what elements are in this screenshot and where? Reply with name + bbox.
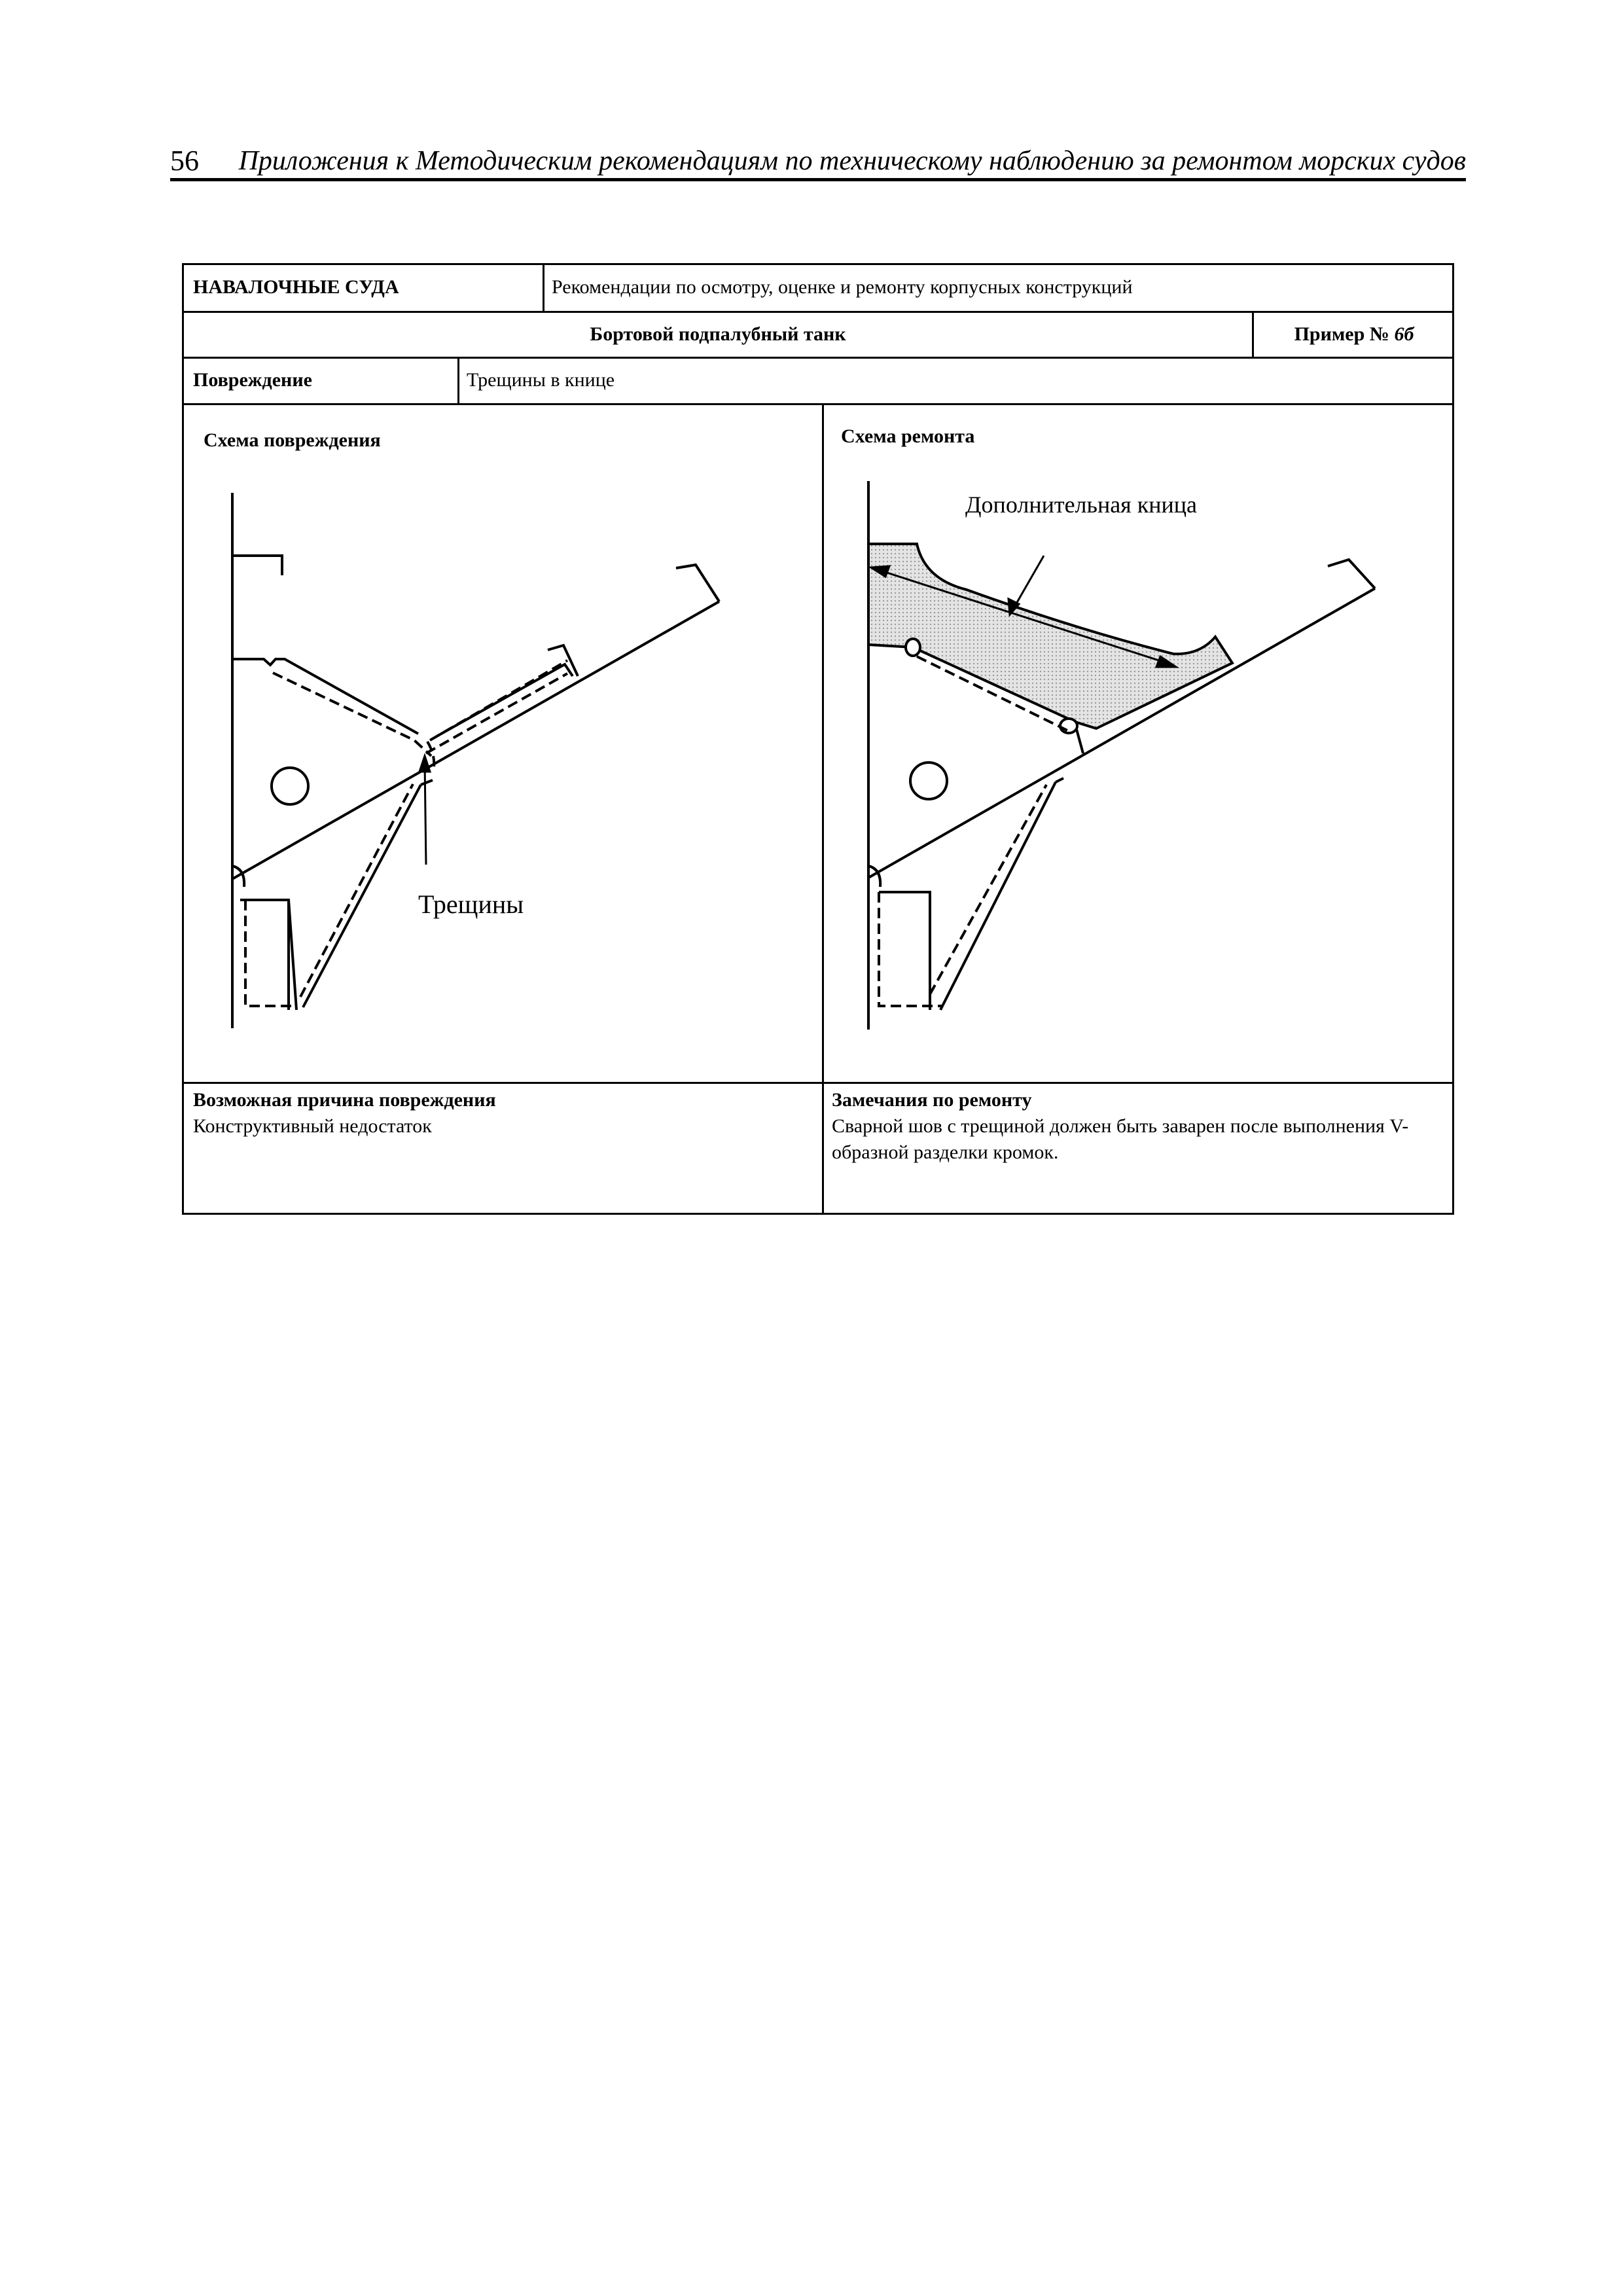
weld-line-dashed bbox=[426, 673, 567, 753]
lower-bracket-edge bbox=[879, 892, 930, 1010]
damage-form bbox=[182, 263, 1454, 1215]
remarks-text: Сварной шов с трещиной должен быть заварен после выполнения V-образной разделки кромок. bbox=[832, 1115, 1409, 1163]
additional-bracket-label: Дополнительная кница bbox=[965, 492, 1198, 518]
cause-text: Конструктивный недостаток bbox=[193, 1115, 432, 1137]
deck-end-stub bbox=[1328, 560, 1375, 588]
lower-bracket-diagonal bbox=[1056, 778, 1063, 782]
damage-scheme-drawing bbox=[184, 403, 822, 1082]
lightening-hole bbox=[910, 762, 947, 799]
weld-line-dashed bbox=[930, 785, 1046, 994]
cracks-label: Трещины bbox=[418, 889, 524, 919]
location-title: Бортовой подпалубный танк bbox=[590, 323, 846, 345]
row-divider bbox=[184, 311, 1452, 313]
weld-hole bbox=[906, 639, 920, 656]
lower-bracket-diagonal bbox=[303, 785, 421, 1007]
label-pointer-line bbox=[1014, 556, 1044, 608]
running-title: Приложения к Методическим рекомендациям по техническому наблюдению за ремонтом морских судов bbox=[238, 146, 1466, 176]
lower-bracket-diagonal bbox=[940, 782, 1056, 1010]
header-rule bbox=[170, 178, 1466, 181]
page-number: 56 bbox=[170, 145, 199, 177]
frame-stub bbox=[232, 556, 282, 575]
damage-label: Повреждение bbox=[193, 369, 312, 391]
weld-line-dashed bbox=[300, 784, 413, 997]
crack-pointer-line bbox=[425, 762, 426, 865]
col-divider bbox=[543, 265, 544, 311]
row-divider bbox=[184, 357, 1452, 359]
weld-hole bbox=[1060, 719, 1077, 733]
row-divider bbox=[184, 1082, 1452, 1084]
deck-end-stub bbox=[676, 565, 719, 601]
recommendations-title: Рекомендации по осмотру, оценке и ремонту корпусных конструкций bbox=[552, 276, 1133, 298]
example-number: 6б bbox=[1394, 323, 1414, 345]
running-header bbox=[170, 137, 1466, 183]
ship-type-cell: НАВАЛОЧНЫЕ СУДА bbox=[193, 276, 399, 298]
crack-pointer-arrowhead bbox=[419, 756, 430, 772]
repair-scheme-title: Схема ремонта bbox=[841, 425, 975, 447]
remarks-title: Замечания по ремонту bbox=[832, 1089, 1032, 1111]
cause-title: Возможная причина повреждения bbox=[193, 1089, 496, 1111]
lower-bracket-diagonal bbox=[421, 780, 433, 785]
damage-value: Трещины в книце bbox=[467, 369, 615, 391]
damage-scheme-title: Схема повреждения bbox=[204, 429, 381, 451]
weld-line-dashed bbox=[273, 673, 431, 756]
example-label: Пример № bbox=[1294, 323, 1389, 345]
col-divider bbox=[457, 357, 459, 403]
example-number-cell bbox=[1254, 321, 1454, 348]
lightening-hole bbox=[272, 768, 308, 804]
sloping-plate-line bbox=[232, 601, 719, 879]
repair-scheme-drawing bbox=[824, 403, 1454, 1082]
